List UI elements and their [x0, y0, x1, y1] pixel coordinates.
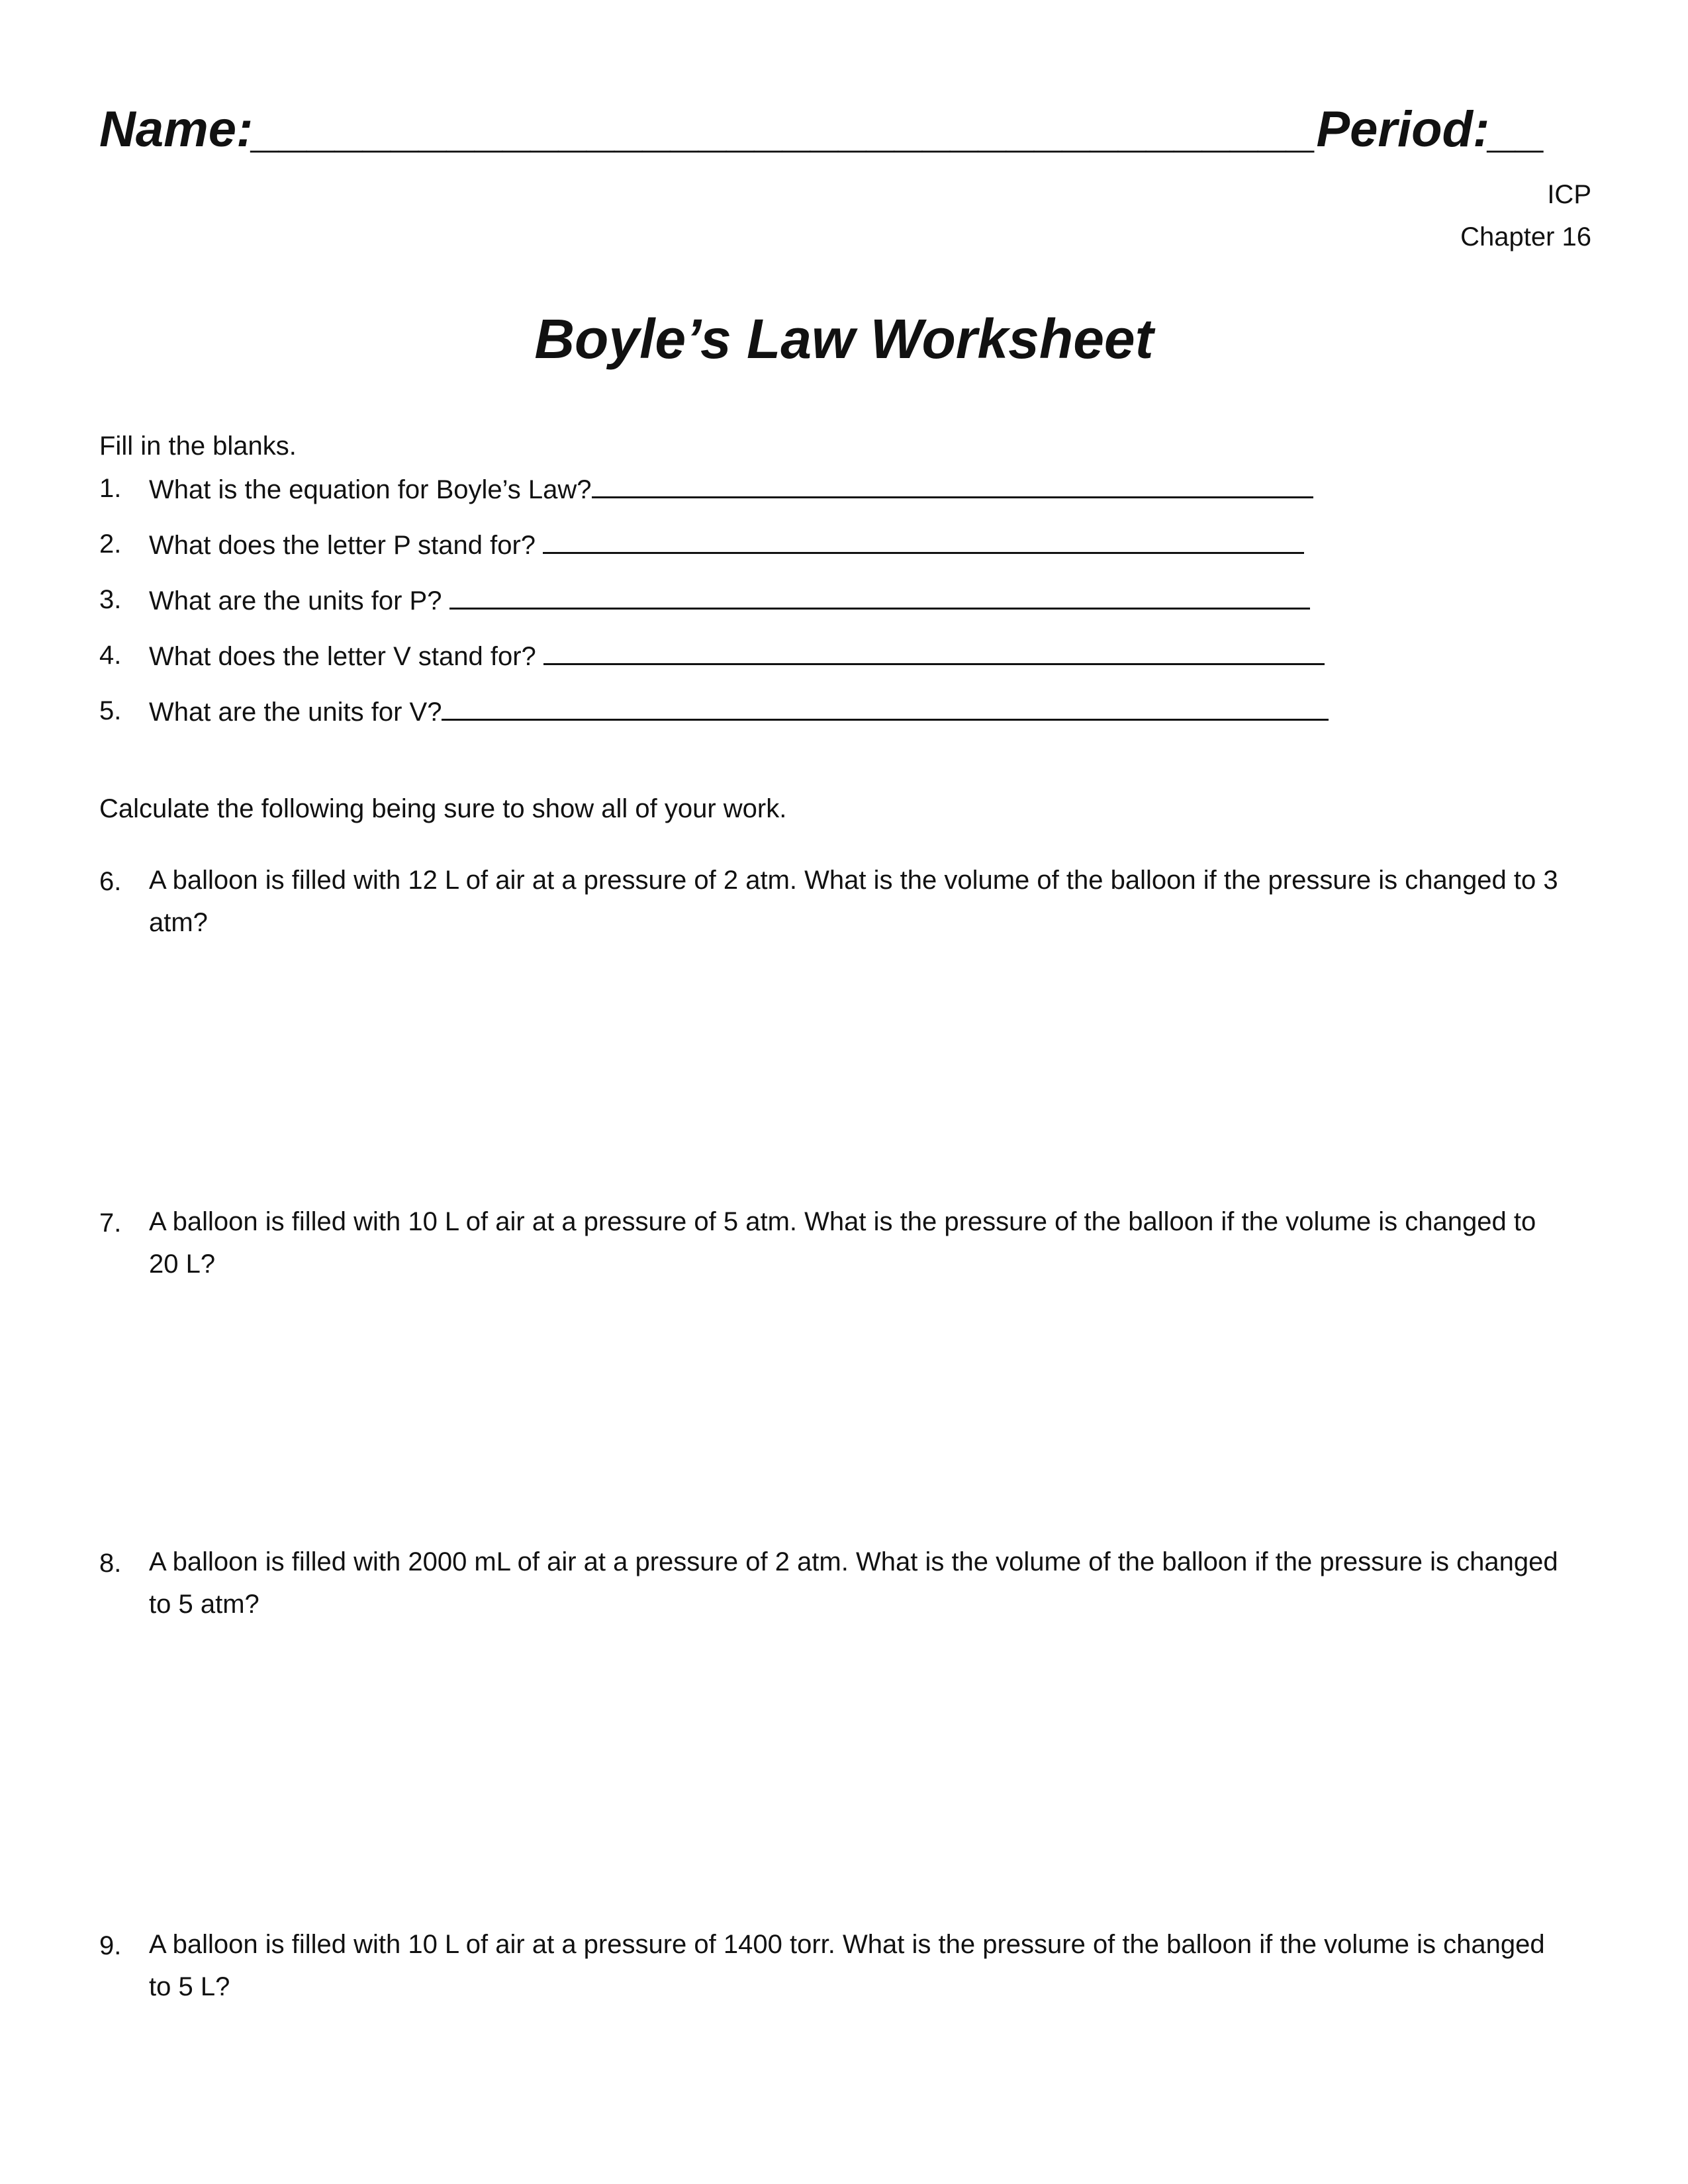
answer-blank[interactable] [442, 696, 1329, 721]
question-1 [149, 474, 1313, 505]
question-text: What does the letter V stand for? [149, 642, 543, 671]
question-number: 1. [99, 474, 122, 503]
chapter-label: Chapter 16 [1460, 222, 1591, 251]
question-4 [149, 641, 1325, 672]
problem-number: 7. [99, 1208, 122, 1238]
problem-number: 9. [99, 1931, 122, 1960]
problem-8-text: A balloon is filled with 2000 mL of air at a pressure of 2 atm. What is the volume of the balloon if the pressure is changed to 5 atm? [149, 1547, 1558, 1619]
question-5 [149, 696, 1329, 727]
problem-number: 6. [99, 867, 122, 896]
problem-9-text: A balloon is filled with 10 L of air at a pressure of 1400 torr. What is the pressure of the balloon if the volume is changed to 5 L? [149, 1930, 1545, 2001]
question-2 [149, 529, 1304, 561]
question-number: 5. [99, 696, 122, 725]
problem-7-text: A balloon is filled with 10 L of air at a pressure of 5 atm. What is the pressure of the balloon if the volume is changed to 20 L? [149, 1207, 1536, 1279]
answer-blank[interactable] [543, 529, 1304, 554]
answer-blank[interactable] [592, 474, 1313, 498]
question-number: 3. [99, 585, 122, 614]
problem-number: 8. [99, 1549, 122, 1578]
work-area[interactable] [149, 1288, 1572, 1533]
name-period-line: Name:______________________________________Period:__ [99, 101, 1546, 158]
problem-6-text: A balloon is filled with 12 L of air at a pressure of 2 atm. What is the volume of the balloon if the pressure is changed to 3 atm? [149, 866, 1558, 937]
work-area[interactable] [149, 946, 1572, 1191]
question-text: What are the units for P? [149, 586, 449, 615]
question-number: 2. [99, 529, 122, 559]
work-area[interactable] [149, 2012, 1572, 2158]
question-3 [149, 585, 1310, 616]
question-text: What are the units for V? [149, 698, 442, 727]
answer-blank[interactable] [543, 641, 1325, 665]
calculate-instruction: Calculate the following being sure to show all of your work. [99, 794, 787, 823]
answer-blank[interactable] [449, 585, 1310, 610]
question-text: What does the letter P stand for? [149, 531, 543, 560]
work-area[interactable] [149, 1628, 1572, 1913]
question-text: What is the equation for Boyle’s Law? [149, 475, 592, 504]
fill-blanks-instruction: Fill in the blanks. [99, 432, 297, 461]
page-title: Boyle’s Law Worksheet [534, 308, 1154, 370]
question-number: 4. [99, 641, 122, 670]
course-label: ICP [1547, 180, 1591, 209]
